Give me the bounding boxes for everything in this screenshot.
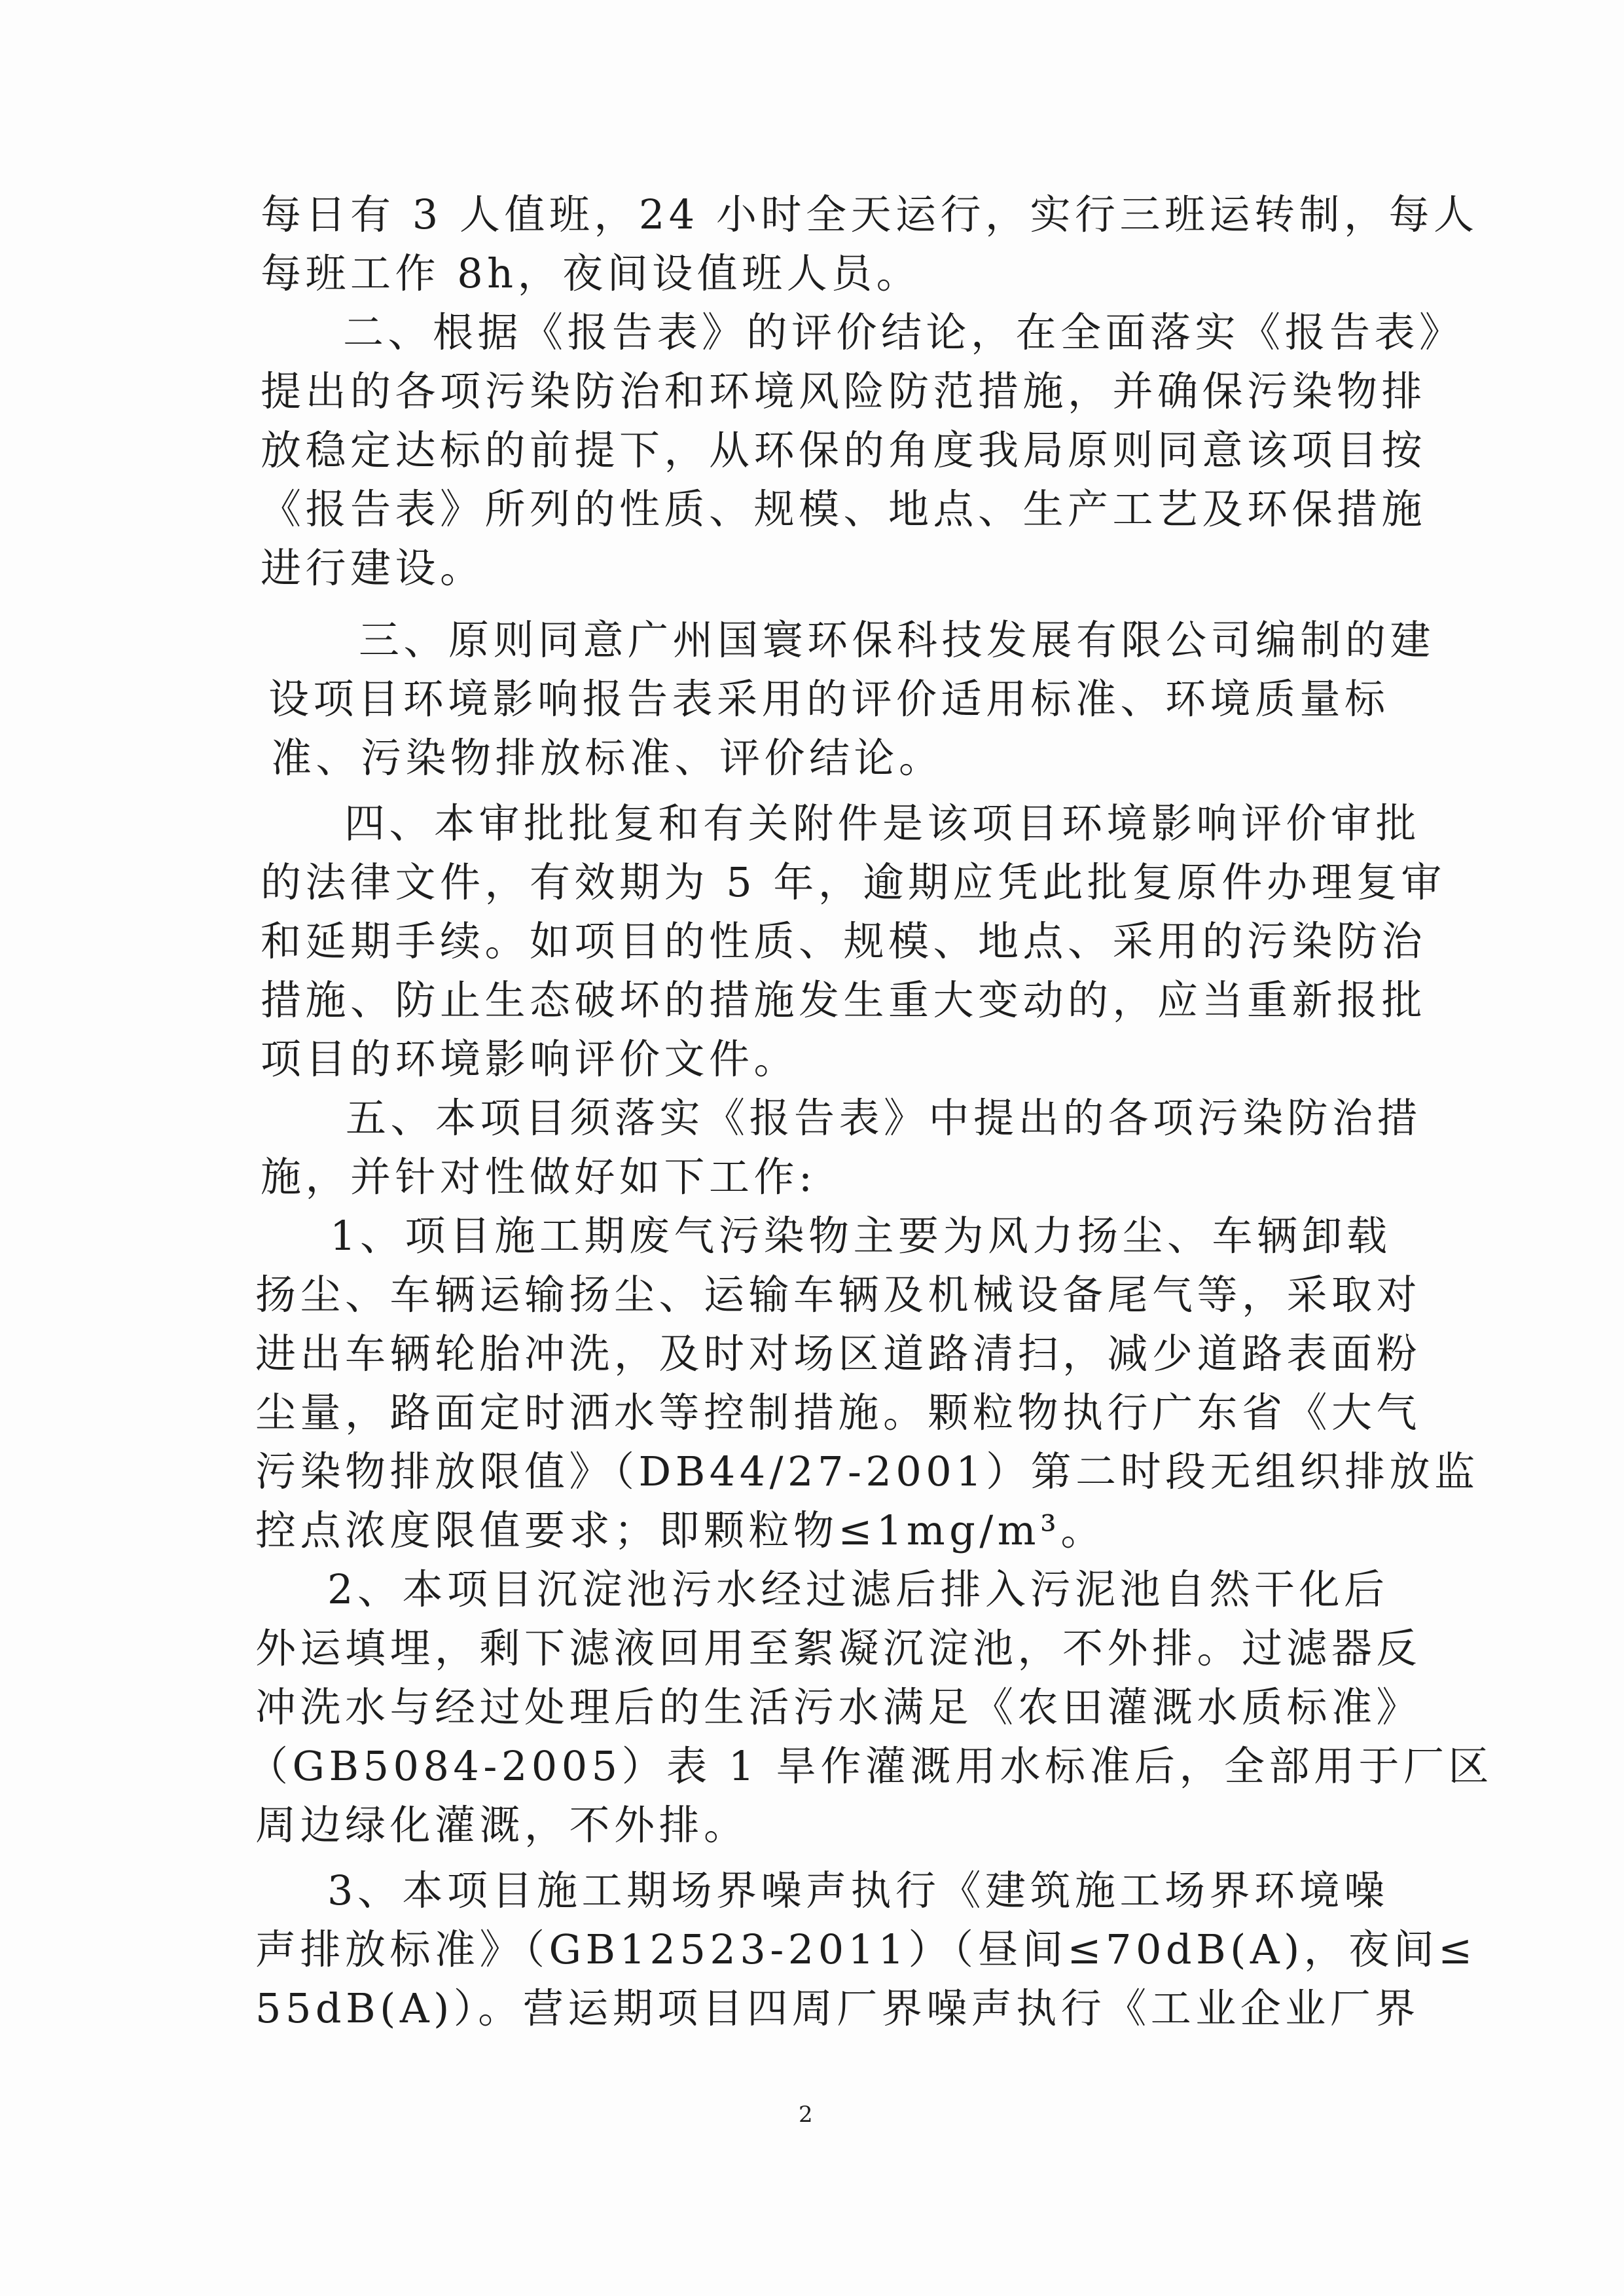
text-line: 每日有 3 人值班，24 小时全天运行，实行三班运转制，每人 [261, 191, 1479, 238]
text-line: 三、原则同意广州国寰环保科技发展有限公司编制的建 [359, 616, 1435, 664]
text-line: 每班工作 8h，夜间设值班人员。 [261, 249, 922, 297]
text-line: 施，并针对性做好如下工作: [261, 1153, 817, 1201]
page-number: 2 [799, 2102, 813, 2128]
text-line: 扬尘、车辆运输扬尘、运输车辆及机械设备尾气等，采取对 [255, 1271, 1422, 1319]
text-line: 和延期手续。如项目的性质、规模、地点、采用的污染防治 [261, 917, 1427, 965]
text-line: 2、本项目沉淀池污水经过滤后排入污泥池自然干化后 [327, 1565, 1389, 1613]
text-line: 3、本项目施工期场界噪声执行《建筑施工场界环境噪 [327, 1867, 1389, 1914]
text-line: 的法律文件，有效期为 5 年，逾期应凭此批复原件办理复审 [261, 858, 1446, 906]
text-line: 周边绿化灌溉，不外排。 [255, 1801, 749, 1849]
text-line: 冲洗水与经过处理后的生活污水满足《农田灌溉水质标准》 [255, 1683, 1422, 1731]
text-line: 进出车辆轮胎冲洗，及时对场区道路清扫，减少道路表面粉 [255, 1330, 1422, 1377]
text-line: 控点浓度限值要求；即颗粒物≤1mg/m³。 [255, 1506, 1106, 1554]
text-line: 五、本项目须落实《报告表》中提出的各项污染防治措 [346, 1094, 1422, 1142]
text-line: 《报告表》所列的性质、规模、地点、生产工艺及环保措施 [261, 485, 1427, 533]
text-line: 准、污染物排放标准、评价结论。 [271, 734, 944, 782]
text-line: （GB5084-2005）表 1 旱作灌溉用水标准后，全部用于厂区 [247, 1742, 1493, 1790]
text-line: 声排放标准》（GB12523-2011）（昼间≤70dB(A)，夜间≤ [255, 1925, 1477, 1973]
text-line: 措施、防止生态破坏的措施发生重大变动的，应当重新报批 [261, 976, 1427, 1024]
text-line: 设项目环境影响报告表采用的评价适用标准、环境质量标 [268, 675, 1390, 723]
text-line: 外运填埋，剩下滤液回用至絮凝沉淀池，不外排。过滤器反 [255, 1624, 1422, 1672]
text-line: 污染物排放限值》（DB44/27-2001）第二时段无组织排放监 [255, 1448, 1479, 1495]
text-line: 尘量，路面定时洒水等控制措施。颗粒物执行广东省《大气 [255, 1389, 1422, 1436]
text-line: 1、项目施工期废气污染物主要为风力扬尘、车辆卸载 [330, 1212, 1392, 1260]
text-line: 提出的各项污染防治和环境风险防范措施，并确保污染物排 [261, 367, 1427, 415]
text-line: 进行建设。 [261, 544, 485, 592]
text-line: 55dB(A)）。营运期项目四周厂界噪声执行《工业企业厂界 [255, 1984, 1420, 2032]
text-line: 二、根据《报告表》的评价结论，在全面落实《报告表》 [343, 308, 1464, 356]
text-line: 项目的环境影响评价文件。 [261, 1035, 799, 1083]
text-line: 放稳定达标的前提下，从环保的角度我局原则同意该项目按 [261, 426, 1427, 474]
text-line: 四、本审批批复和有关附件是该项目环境影响评价审批 [344, 799, 1421, 847]
